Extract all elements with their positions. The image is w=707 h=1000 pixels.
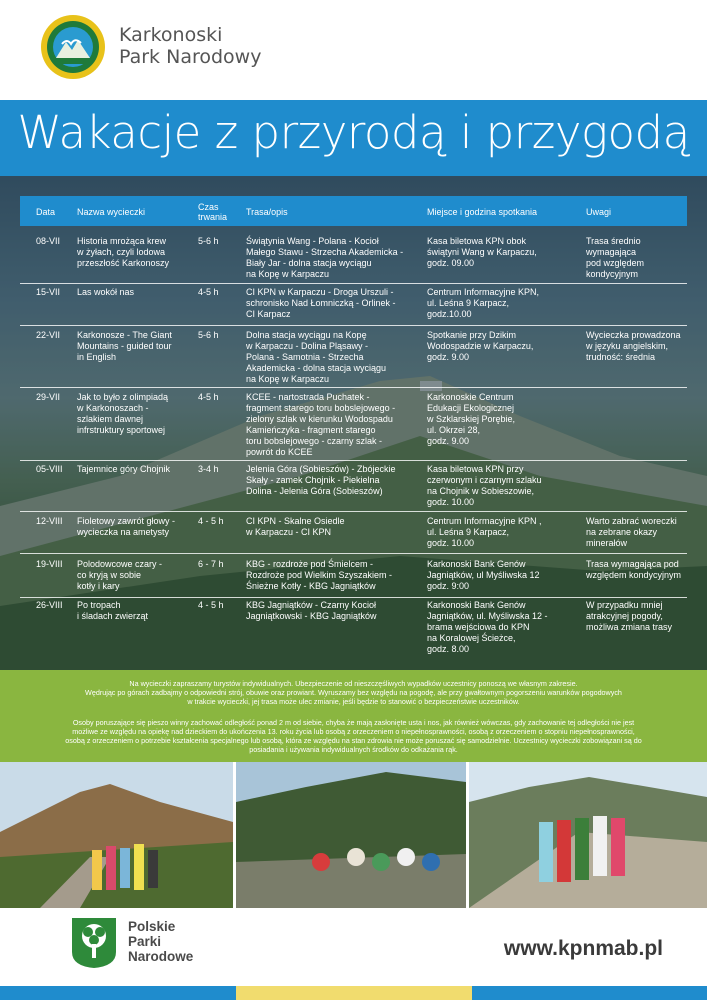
stripe-blue xyxy=(0,986,236,1000)
cell-line: trudność: średnia xyxy=(586,352,656,362)
row-5-duration: 3-4 h xyxy=(198,464,219,474)
row-divider xyxy=(20,460,687,461)
photo-3-illustration xyxy=(469,762,707,908)
col-notes: Uwagi xyxy=(586,207,612,217)
row-8-meeting xyxy=(427,600,583,655)
cell-line: Małego Stawu - Strzecha Akademicka - xyxy=(246,247,404,257)
cell-line: CI KPN w Karpaczu - Droga Urszuli - xyxy=(246,287,394,297)
cell-line: Karkonoski Bank Genów xyxy=(427,600,526,610)
cell-line: Centrum Informacyjne KPN, xyxy=(427,287,540,297)
stripe-blue-right xyxy=(472,986,707,1000)
cell-line: kotły i kary xyxy=(77,581,120,591)
row-divider xyxy=(20,283,687,284)
cell-line: Polana - Samotnia - Strzecha xyxy=(246,352,364,362)
row-divider xyxy=(20,511,687,512)
cell-line: Kasa biletowa KPN przy xyxy=(427,464,524,474)
cell-line: i śladach zwierząt xyxy=(77,611,149,621)
cell-line: na Koralowej Ścieżce, xyxy=(427,633,516,643)
cell-line: Skały - zamek Chojnik - Piekielna xyxy=(246,475,380,485)
cell-line: Świątynia Wang - Polana - Kocioł xyxy=(246,236,379,246)
cell-line: schronisko Nad Łomniczką - Orlinek - xyxy=(246,298,396,308)
cell-line: Karkonosze - The Giant xyxy=(77,330,172,340)
row-3-route xyxy=(246,330,424,385)
photo-2-illustration xyxy=(236,762,466,908)
info-paragraph-1 xyxy=(20,679,687,706)
cell-line: godz.10.00 xyxy=(427,309,472,319)
cell-line: Kasa biletowa KPN obok xyxy=(427,236,527,246)
row-2-date: 15-VII xyxy=(36,287,61,297)
col-duration-line1: Czas xyxy=(198,202,219,212)
cell-line: godz. 9:00 xyxy=(427,581,470,591)
cell-line: Tajemnice góry Chojnik xyxy=(77,464,171,474)
cell-line: Centrum Informacyjne KPN , xyxy=(427,516,542,526)
info-line: w trakcie wycieczki, jej trasa może ulec zmianie, jeśli będzie to stanowić o bezpieczeństwie uczestników. xyxy=(187,697,520,706)
row-1-meeting xyxy=(427,236,583,269)
cell-line: wycieczka na ametysty xyxy=(77,527,170,537)
cell-line: możliwa zmiana trasy xyxy=(586,622,673,632)
cell-line: W przypadku mniej xyxy=(586,600,663,610)
row-1-route xyxy=(246,236,424,280)
row-1-duration: 5-6 h xyxy=(198,236,219,246)
cell-line: CI KPN - Skalne Osiedle xyxy=(246,516,345,526)
cell-line: powrót do KCEE xyxy=(246,447,313,457)
row-6-route xyxy=(246,516,424,538)
info-paragraph-2 xyxy=(20,718,687,754)
cell-line: na Chojnik w Sobieszowie, xyxy=(427,486,535,496)
col-meeting: Miejsce i godzina spotkania xyxy=(427,207,538,217)
cell-line: Kamieńczyka - fragment starego xyxy=(246,425,376,435)
row-1-name xyxy=(77,236,195,269)
cell-line: Las wokół nas xyxy=(77,287,135,297)
row-8-route xyxy=(246,600,424,622)
cell-line: czerwonym i czarnym szlaku xyxy=(427,475,542,485)
cell-line: Jagniątkowski - KBG Jagniątków xyxy=(246,611,377,621)
info-line: posiadania i używania indywidualnych środków do odkażania rąk. xyxy=(249,745,458,754)
row-7-name xyxy=(77,559,195,592)
photo-children-group xyxy=(469,762,707,908)
cell-line: godz. 09.00 xyxy=(427,258,475,268)
row-6-duration: 4 - 5 h xyxy=(198,516,224,526)
row-divider xyxy=(20,553,687,554)
cell-line: KCEE - nartostrada Puchatek - xyxy=(246,392,370,402)
cell-line: zielony szlak w kierunku Wodospadu xyxy=(246,414,393,424)
cell-line: ul. Okrzei 28, xyxy=(427,425,481,435)
cell-line: co kryją w sobie xyxy=(77,570,142,580)
cell-line: Trasa średnio xyxy=(586,236,641,246)
cell-line: KBG Jagniątków - Czarny Kocioł xyxy=(246,600,377,610)
cell-line: atrakcyjnej pogody, xyxy=(586,611,663,621)
col-duration xyxy=(198,202,227,222)
ppn-line3: Narodowe xyxy=(128,949,194,964)
cell-line: fragment starego toru bobslejowego - xyxy=(246,403,396,413)
cell-line: w Karpaczu - CI KPN xyxy=(246,527,332,537)
row-5-date: 05-VIII xyxy=(36,464,63,474)
row-6-notes xyxy=(586,516,690,549)
stripe-yellow xyxy=(236,986,472,1000)
row-3-date: 22-VII xyxy=(36,330,61,340)
cell-line: na Kopę w Karpaczu xyxy=(246,269,330,279)
photo-strip xyxy=(0,762,707,908)
row-2-duration: 4-5 h xyxy=(198,287,219,297)
cell-line: Warto zabrać woreczki xyxy=(586,516,677,526)
cell-line: Jelenia Góra (Sobieszów) - Zbójeckie xyxy=(246,464,396,474)
row-2-name xyxy=(77,287,195,298)
col-date: Data xyxy=(36,207,56,217)
cell-line: minerałów xyxy=(586,538,628,548)
cell-line: toru bobslejowego - czarny szlak - xyxy=(246,436,383,446)
row-7-notes xyxy=(586,559,690,581)
row-4-meeting xyxy=(427,392,583,447)
photo-1-illustration xyxy=(0,762,233,908)
cell-line: Jak to było z olimpiadą xyxy=(77,392,169,402)
cell-line: godz. 10.00 xyxy=(427,497,475,507)
row-2-route xyxy=(246,287,424,320)
row-8-notes xyxy=(586,600,690,633)
ppn-name xyxy=(128,919,193,964)
cell-line: Śnieżne Kotły - KBG Jagniątków xyxy=(246,581,376,591)
ppn-line2: Parki xyxy=(128,934,162,949)
row-4-date: 29-VII xyxy=(36,392,61,402)
row-8-date: 26-VIII xyxy=(36,600,63,610)
cell-line: Jagniątków, ul. Myśliwska 12 - xyxy=(427,611,548,621)
row-4-route xyxy=(246,392,424,458)
cell-line: w Karkonoszach - xyxy=(77,403,149,413)
cell-line: Spotkanie przy Dzikim xyxy=(427,330,517,340)
cell-line: Rozdroże pod Wielkim Szyszakiem - xyxy=(246,570,393,580)
cell-line: Jagniątków, ul Myśliwska 12 xyxy=(427,570,540,580)
row-2-meeting xyxy=(427,287,583,320)
row-divider xyxy=(20,387,687,388)
cell-line: Wodospadzie w Karpaczu, xyxy=(427,341,534,351)
color-stripes xyxy=(0,986,707,1000)
cell-line: Mountains - guided tour xyxy=(77,341,172,351)
cell-line: w Szklarskiej Porębie, xyxy=(427,414,516,424)
row-7-date: 19-VIII xyxy=(36,559,63,569)
info-line: Wędrując po górach zadbajmy o odpowiedni strój, obuwie oraz prowiant. Wyruszamy bez względu na pogodę, ale przy gwałtownym pogorszeniu warunków pogodowych xyxy=(85,688,622,697)
page-header xyxy=(0,0,707,100)
cell-line: w Karpaczu - Dolina Pląsawy - xyxy=(246,341,369,351)
cell-line: godz. 9.00 xyxy=(427,352,470,362)
cell-line: Karkonoski Bank Genów xyxy=(427,559,526,569)
org-name-line2: Park Narodowy xyxy=(119,46,262,68)
cell-line: Po tropach xyxy=(77,600,121,610)
row-5-route xyxy=(246,464,424,497)
cell-line: Akademicka - dolna stacja wyciągu xyxy=(246,363,387,373)
cell-line: Edukacji Ekologicznej xyxy=(427,403,515,413)
cell-line: szlakiem dawnej xyxy=(77,414,144,424)
cell-line: Karkonoskie Centrum xyxy=(427,392,514,402)
row-4-name xyxy=(77,392,195,436)
photo-children-resting xyxy=(236,762,466,908)
row-3-name xyxy=(77,330,195,363)
cell-line: Trasa wymagająca pod xyxy=(586,559,679,569)
row-7-duration: 6 - 7 h xyxy=(198,559,224,569)
col-route: Trasa/opis xyxy=(246,207,288,217)
row-4-duration: 4-5 h xyxy=(198,392,219,402)
cell-line: wymagająca xyxy=(586,247,637,257)
polskie-parki-narodowe-logo xyxy=(66,914,122,970)
row-1-date: 08-VII xyxy=(36,236,61,246)
cell-line: w języku angielskim, xyxy=(586,341,669,351)
cell-line: in English xyxy=(77,352,117,362)
row-8-name xyxy=(77,600,195,622)
cell-line: Fioletowy zawrót głowy - xyxy=(77,516,176,526)
cell-line: Biały Jar - dolna stacja wyciągu xyxy=(246,258,372,268)
cell-line: Historia mrożąca krew xyxy=(77,236,167,246)
cell-line: CI Karpacz xyxy=(246,309,291,319)
kpn-logo xyxy=(40,14,106,80)
info-line: możliwe ze względu na opiekę nad dzieckiem do ukończenia 13. roku życia lub osobą z orzeczeniem o niepełnosprawności, osobą z orzeczeniem o stopniu niepełnosprawności, xyxy=(72,727,635,736)
row-8-duration: 4 - 5 h xyxy=(198,600,224,610)
info-line: Osoby poruszające się pieszo winny zachować odległość ponad 2 m od siebie, chyba że mają zasłonięte usta i nos, jak również wówczas, gdy zachowanie tej odległości nie jest xyxy=(72,718,635,727)
cell-line: Dolina - Jelenia Góra (Sobieszów) xyxy=(246,486,383,496)
row-7-meeting xyxy=(427,559,583,592)
photo-children-on-trail xyxy=(0,762,233,908)
cell-line: ul. Leśna 9 Karpacz, xyxy=(427,527,510,537)
cell-line: w żyłach, czyli lodowa xyxy=(77,247,166,257)
cell-line: KBG - rozdroże pod Śmielcem - xyxy=(246,559,374,569)
row-3-notes xyxy=(586,330,690,363)
row-divider xyxy=(20,597,687,598)
page-title: Wakacje z przyrodą i przygodą xyxy=(17,106,690,159)
cell-line: ul. Leśna 9 Karpacz, xyxy=(427,298,510,308)
website-link[interactable]: www.kpnmab.pl xyxy=(503,937,663,960)
cell-line: względem kondycyjnym xyxy=(586,570,682,580)
cell-line: na zebrane okazy xyxy=(586,527,658,537)
ppn-line1: Polskie xyxy=(128,919,176,934)
cell-line: na Kopę w Karpaczu xyxy=(246,374,330,384)
row-6-meeting xyxy=(427,516,583,549)
cell-line: brama wejściowa do KPN xyxy=(427,622,530,632)
row-3-duration: 5-6 h xyxy=(198,330,219,340)
cell-line: świątyni Wang w Karpaczu, xyxy=(427,247,537,257)
cell-line: godz. 10.00 xyxy=(427,538,475,548)
org-name xyxy=(119,24,261,68)
cell-line: przeszłość Karkonoszy xyxy=(77,258,170,268)
cell-line: Polodowcowe czary - xyxy=(77,559,163,569)
cell-line: Dolna stacja wyciągu na Kopę xyxy=(246,330,367,340)
row-5-meeting xyxy=(427,464,583,508)
row-divider xyxy=(20,325,687,326)
info-line: osobą z orzeczeniem o potrzebie kształcenia specjalnego lub osobą, która ze względu na stan zdrowia nie może poruszać się samodzielnie. Uczestnicy wycieczki zobowiązani są do xyxy=(65,736,642,745)
cell-line: pod względem xyxy=(586,258,645,268)
cell-line: godz. 8.00 xyxy=(427,644,470,654)
row-6-name xyxy=(77,516,195,538)
cell-line: godz. 9.00 xyxy=(427,436,470,446)
info-line: Na wycieczki zapraszamy turystów indywidualnych. Ubezpieczenie od nieszczęśliwych wypadków uczestnicy ponoszą we własnym zakresie. xyxy=(129,679,578,688)
cell-line: Wycieczka prowadzona xyxy=(586,330,681,340)
org-name-line1: Karkonoski xyxy=(119,24,223,46)
row-7-route xyxy=(246,559,424,592)
row-5-name xyxy=(77,464,195,475)
row-3-meeting xyxy=(427,330,583,363)
col-name: Nazwa wycieczki xyxy=(77,207,146,217)
row-6-date: 12-VIII xyxy=(36,516,63,526)
row-1-notes xyxy=(586,236,690,280)
col-duration-line2: trwania xyxy=(198,212,228,222)
cell-line: infrstruktury sportowej xyxy=(77,425,166,435)
cell-line: kondycyjnym xyxy=(586,269,639,279)
